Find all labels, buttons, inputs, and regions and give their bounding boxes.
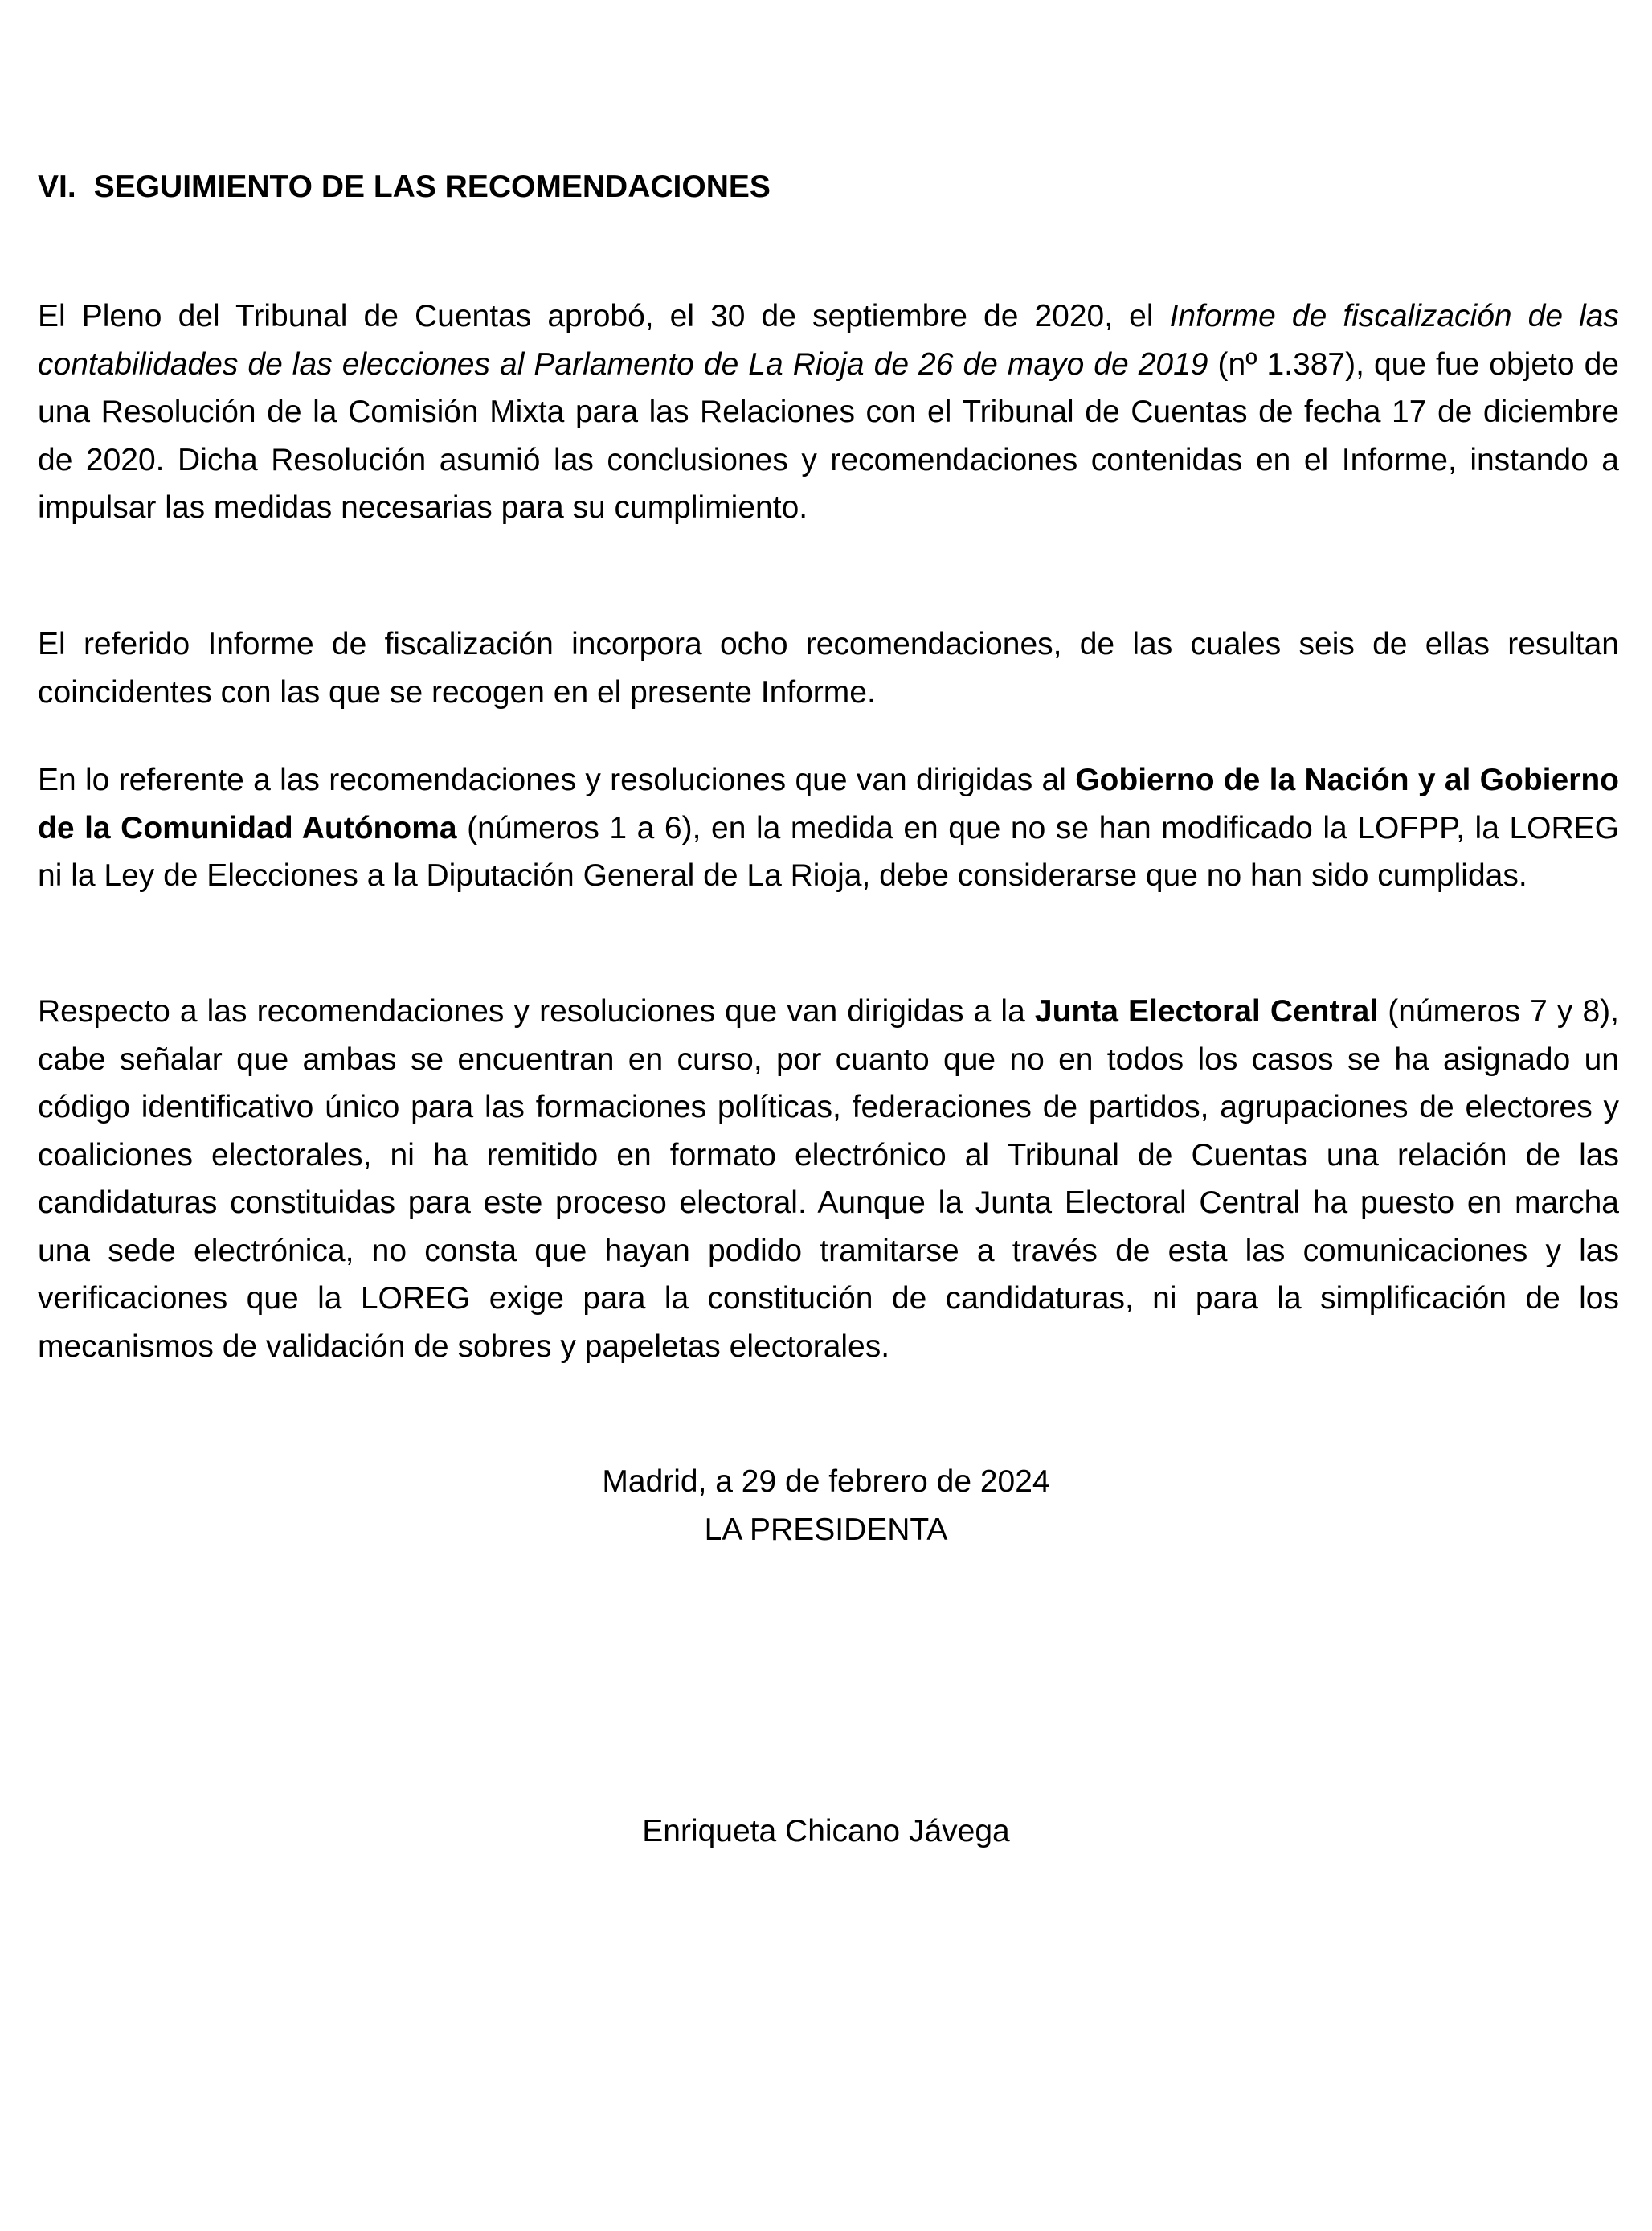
paragraph-electoral-board-recommendations bbox=[38, 988, 1619, 1370]
paragraph-text: En lo referente a las recomendaciones y resoluciones que van dirigidas al bbox=[38, 763, 1076, 797]
section-title: SEGUIMIENTO DE LAS RECOMENDACIONES bbox=[93, 170, 771, 204]
report-title: Informe de fiscalización de las contabilidades de las elecciones al Parlamento de La Rioja de 26 de mayo de 2019 bbox=[38, 299, 1619, 382]
paragraph-recommendations-count bbox=[38, 620, 1619, 716]
emphasis-junta-electoral: Junta Electoral Central bbox=[1034, 994, 1379, 1029]
place-date: Madrid, a 29 de febrero de 2024 bbox=[602, 1464, 1050, 1499]
signer-title: LA PRESIDENTA bbox=[704, 1513, 948, 1547]
paragraph-text: (números 7 y 8), cabe señalar que ambas se encuentran en curso, por cuanto que no en todos los casos se ha asignado un código identificativo único para las formaciones políticas, federaciones de partidos, agrupaciones de electores y coaliciones electorales, ni ha remitido en formato electrónico al Tribunal de Cuentas una relación de las candidaturas constituidas para este proceso electoral. Aunque la Junta Electoral Central ha puesto en marcha una sede electrónica, no consta que hayan podido tramitarse a través de esta las comunicaciones y las verificaciones que la LOREG exige para la constitución de candidaturas, ni para la simplificación de los mecanismos de validación de sobres y papeletas electorales. bbox=[38, 994, 1619, 1364]
paragraph-report-approval bbox=[38, 293, 1619, 532]
paragraph-text: (números 1 a 6), en la medida en que no se han modificado la LOFPP, la LOREG ni la Ley de Elecciones a la Diputación General de La Rioja, debe considerarse que no han sido cumplidas. bbox=[38, 810, 1619, 893]
section-number: VI. bbox=[38, 170, 76, 204]
emphasis-government: Gobierno de la Nación y al Gobierno de la Comunidad Autónoma bbox=[38, 763, 1619, 845]
section-heading bbox=[38, 165, 1621, 210]
paragraph-text: Respecto a las recomendaciones y resoluciones que van dirigidas a la bbox=[38, 994, 1035, 1029]
paragraph-text: (nº 1.387), que fue objeto de una Resolución de la Comisión Mixta para las Relaciones con el Tribunal de Cuentas de fecha 17 de diciembre de 2020. Dicha Resolución asumió las conclusiones y recomendaciones contenidas en el Informe, instando a impulsar las medidas necesarias para su cumplimiento. bbox=[38, 346, 1619, 525]
signer-name: Enriqueta Chicano Jávega bbox=[642, 1814, 1010, 1848]
paragraph-text: El Pleno del Tribunal de Cuentas aprobó, el 30 de septiembre de 2020, el bbox=[38, 299, 1170, 334]
paragraph-government-recommendations bbox=[38, 756, 1619, 900]
paragraph-text: El referido Informe de fiscalización incorpora ocho recomendaciones, de las cuales seis de ellas resultan coincidentes con las que se recogen en el presente Informe. bbox=[38, 627, 1619, 710]
